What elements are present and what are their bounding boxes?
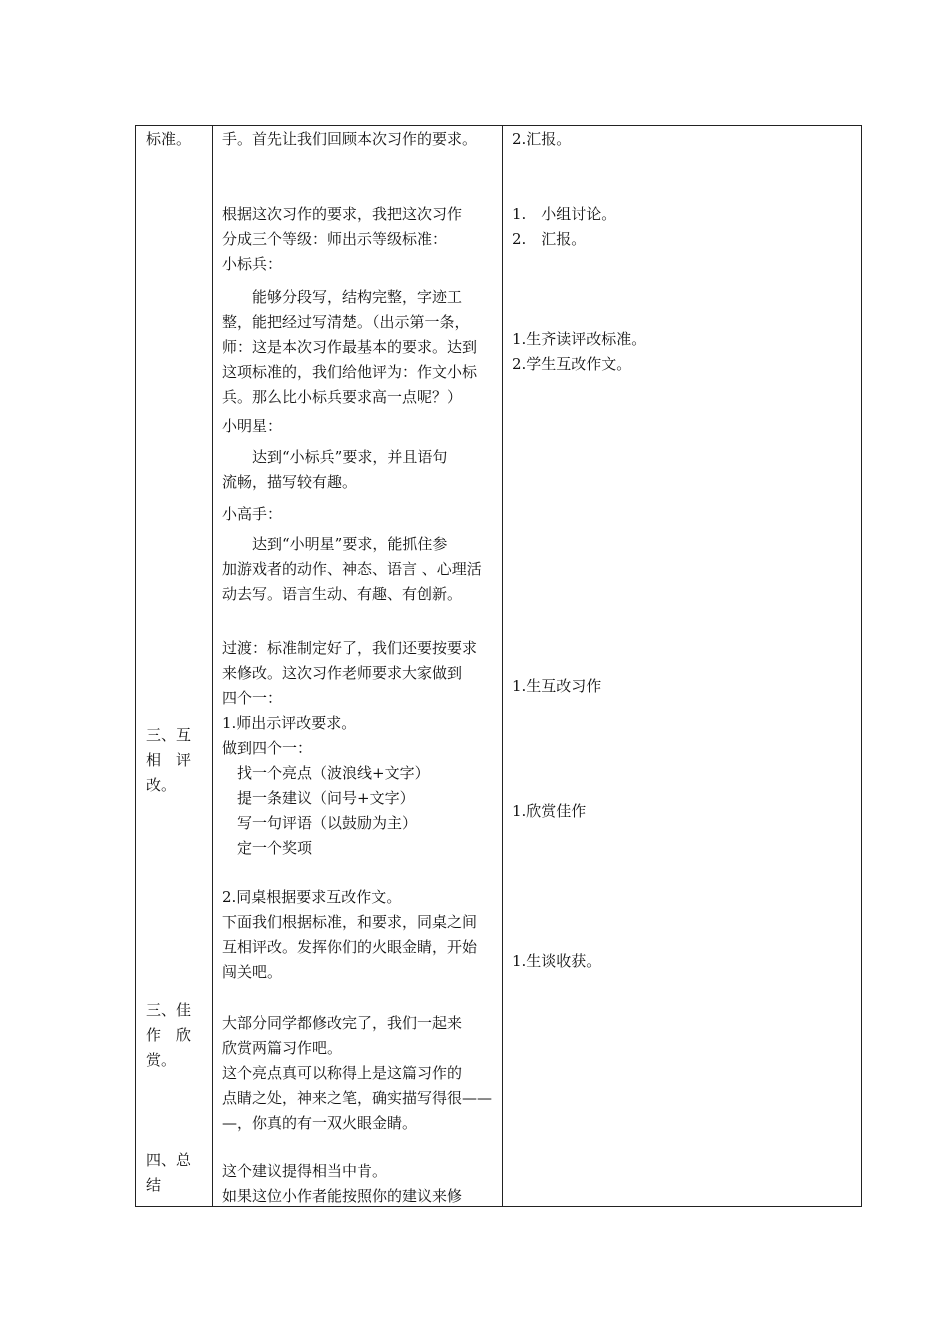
teacher-line: 1.师出示评改要求。: [222, 714, 357, 732]
teacher-line: 欣赏两篇习作吧。: [222, 1039, 343, 1057]
student-line: 1. 小组讨论。: [512, 205, 617, 223]
lesson-plan-table: [135, 125, 862, 1207]
stage-3-line-1: 三、互: [146, 726, 192, 744]
teacher-line: 四个一：: [222, 689, 283, 707]
teacher-line: 写一句评语（以鼓励为主）: [222, 814, 418, 832]
teacher-line: 做到四个一：: [222, 739, 313, 757]
teacher-line: 手。首先让我们回顾本次习作的要求。: [222, 130, 478, 148]
student-line: 2.汇报。: [512, 130, 572, 148]
stage-3b-line-3: 赏。: [146, 1051, 177, 1069]
student-line: 1.生互改习作: [512, 677, 602, 695]
student-line: 1.生齐读评改标准。: [512, 330, 647, 348]
teacher-line: 根据这次习作的要求，我把这次习作: [222, 205, 463, 223]
teacher-line: 下面我们根据标准，和要求，同桌之间: [222, 913, 478, 931]
teacher-line: 2.同桌根据要求互改作文。: [222, 888, 402, 906]
teacher-line: 小标兵：: [222, 255, 283, 273]
stage-3b-line-2: 作 欣: [146, 1026, 192, 1044]
student-line: 1.生谈收获。: [512, 952, 602, 970]
teacher-line: —，你真的有一双火眼金睛。: [222, 1114, 418, 1132]
teacher-line: 找一个亮点（波浪线+文字）: [222, 764, 430, 782]
teacher-line: 分成三个等级：师出示等级标准：: [222, 230, 448, 248]
teacher-line: 定一个奖项: [222, 839, 313, 857]
teacher-line: 闯关吧。: [222, 963, 283, 981]
teacher-line: 来修改。这次习作老师要求大家做到: [222, 664, 463, 682]
teacher-line: 加游戏者的动作、神态、语言 、心理活: [222, 560, 482, 578]
stage-4-line-1: 四、总: [146, 1151, 192, 1169]
teacher-line: 这项标准的，我们给他评为：作文小标: [222, 363, 478, 381]
student-line: 2. 汇报。: [512, 230, 587, 248]
stage-3-line-2: 相 评: [146, 751, 192, 769]
stage-text-top: 标准。: [146, 130, 192, 148]
teacher-line: 兵。那么比小标兵要求高一点呢？）: [222, 388, 463, 406]
teacher-line: 小高手：: [222, 505, 283, 523]
student-line: 1.欣赏佳作: [512, 802, 587, 820]
teacher-line: 能够分段写，结构完整，字迹工: [222, 288, 463, 306]
student-activity-column: [503, 126, 863, 1206]
teacher-activity-column: [213, 126, 502, 1206]
teacher-line: 动去写。语言生动、有趣、有创新。: [222, 585, 463, 603]
stage-4-line-2: 结: [146, 1176, 162, 1194]
teacher-line: 互相评改。发挥你们的火眼金睛，开始: [222, 938, 478, 956]
teacher-line: 整，能把经过写清楚。（出示第一条，: [222, 313, 470, 331]
stage-column: [136, 126, 212, 1206]
student-line: 2.学生互改作文。: [512, 355, 632, 373]
teacher-line: 这个亮点真可以称得上是这篇习作的: [222, 1064, 463, 1082]
teacher-line: 达到“小标兵”要求，并且语句: [222, 448, 448, 466]
teacher-line: 提一条建议（问号+文字）: [222, 789, 415, 807]
teacher-line: 这个建议提得相当中肯。: [222, 1162, 388, 1180]
teacher-line: 大部分同学都修改完了，我们一起来: [222, 1014, 463, 1032]
teacher-line: 点睛之处，神来之笔，确实描写得很——: [222, 1089, 493, 1107]
stage-3-line-3: 改。: [146, 776, 177, 794]
teacher-line: 如果这位小作者能按照你的建议来修: [222, 1187, 463, 1205]
teacher-line: 小明星：: [222, 417, 283, 435]
stage-3b-line-1: 三、佳: [146, 1001, 192, 1019]
teacher-line: 师：这是本次习作最基本的要求。达到: [222, 338, 478, 356]
teacher-line: 过渡：标准制定好了，我们还要按要求: [222, 639, 478, 657]
teacher-line: 流畅，描写较有趣。: [222, 473, 358, 491]
teacher-line: 达到“小明星”要求，能抓住参: [222, 535, 448, 553]
